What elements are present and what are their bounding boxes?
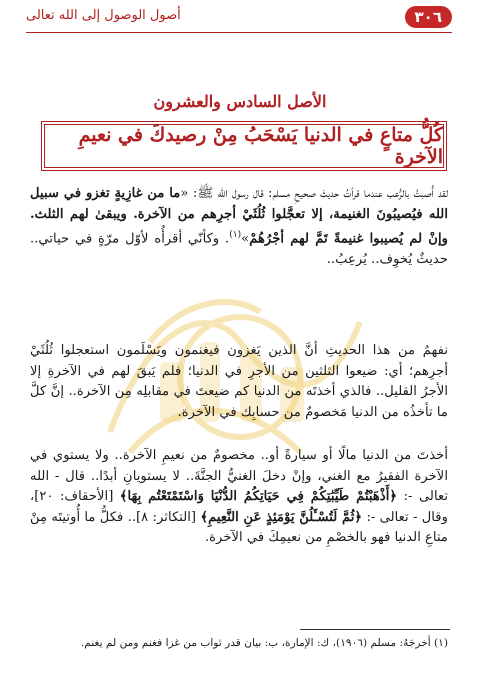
paragraph-1	[30, 184, 448, 271]
quran-verse-1: ﴿أَذْهَبْتُمْ طَيِّبَٰتِكُمْ فِي حَيَاتِكُمُ الدُّنْيَا وَاسْتَمْتَعْتُم بِهَا﴾	[119, 489, 398, 505]
page-header	[26, 6, 452, 33]
paragraph-1-intro: لقد أُصبتُ بالرُّعب عندما قرأتُ حديثَ صحيحِ مسلم: قال رسول الله ﷺ: «	[180, 186, 448, 201]
paragraph-1-rest: . وكأنّي أقرأُه لأوّل مرّةٍ في حياتي.. حديثٌ يُخوِف.. يُرعِبُ..	[30, 231, 448, 268]
verse-2-reference: [التكاثر: ٨]	[136, 509, 201, 525]
chapter-title: كُلُّ متاعٍ في الدنيا يَسْحَبُ مِنْ رصيدكَ في نعيمِ الآخرة	[78, 124, 443, 168]
paragraph-3-c: .. فكلُّ ما أُوتيتَه مِنْ متاعِ الدنيا فهو بالخصْمِ من نعيمِكَ في الآخرة.	[30, 509, 448, 546]
verse-1-reference: [الأحقاف: ٢٠]	[34, 489, 120, 505]
footnote-reference[interactable]: (١)	[229, 230, 242, 241]
hadith-close: »	[241, 231, 250, 247]
hadith-quote: ما من غازِيةٍ تغزو في سبيل الله فيُصيبُونَ الغنيمة، إلا تعجَّلوا ثُلُثَيْ أجرِهم من الآخرة. ويبقىٰ لهم الثلث. وإنْ لم يُصيبوا غنيمةً تَمَّ لهم أجْرُهُمْ	[30, 186, 449, 247]
footnote-divider	[300, 629, 450, 630]
footnote: (١) أخرجَهُ: مسلم (١٩٠٦)، ك: الإمارة، ب: بيان قدر ثواب من غزا فغنم ومن لم يغنم.	[80, 637, 448, 649]
paragraph-2: نفهمُ من هذا الحديثِ أنَّ الذين يَغزون فيغنمون ويَسْلَمون استعجلوا ثُلُثَيْ أجرِهم؛ أي: ضيعوا الثلثين من الأجرِ في الدنيا؛ فلم يَبقَ لهم في الآخرةِ إلا الأجرُ القليل.. فالذي أخذتَه من الدنيا كم ضيعتَ في مقابلِه مِن الآخرة.. إنَّ كلَّ ما تأخذُه من الدنيا مَخصومٌ من حسابِك في الآخرة.	[30, 343, 448, 420]
paragraph-3	[30, 446, 448, 549]
quran-verse-2: ﴿ثُمَّ لَتُسْـَٔلُنَّ يَوْمَئِذٍ عَنِ النَّعِيمِ﴾	[200, 509, 363, 525]
page-number: ٣٠٦	[405, 6, 452, 28]
chapter-heading: الأصل السادس والعشرون	[153, 92, 327, 111]
paragraph-3-b: ، وقال - تعالى -:	[30, 489, 448, 525]
paragraph-3-a: أخذتَ من الدنيا مالًا أو سيارةً أو.. مخصومٌ من نعيمِ الآخرة.. ولا يستوي في الآخرة الفقيرُ مع الغني، وإنْ دخلَ الغنيُّ الجنَّةَ.. لا يستويانِ أبدًا.. قال - الله تعالى -:	[30, 448, 449, 505]
chapter-title-box	[44, 124, 444, 168]
running-title: أصول الوصول إلى الله تعالى	[26, 8, 181, 23]
